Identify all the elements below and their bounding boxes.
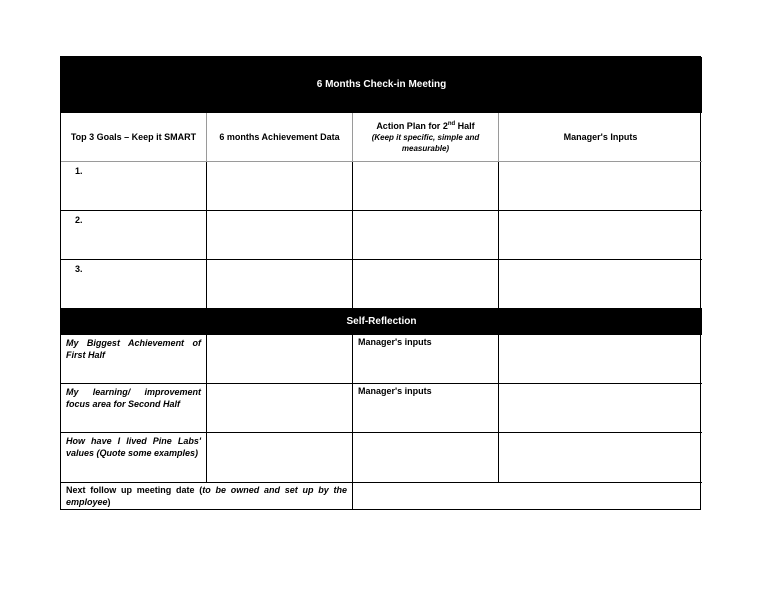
reflection-answer-cell[interactable] — [207, 384, 353, 433]
goal-manager-cell[interactable] — [499, 211, 702, 260]
goal-action-plan-cell[interactable] — [353, 211, 499, 260]
header-manager-inputs: Manager's Inputs — [499, 113, 702, 162]
goal-achievement-cell[interactable] — [207, 260, 353, 309]
goal-action-plan-cell[interactable] — [353, 260, 499, 309]
self-reflection-heading: Self-Reflection — [61, 309, 702, 335]
reflection-prompt: My Biggest Achievement of First Half — [61, 335, 207, 384]
goal-manager-cell[interactable] — [499, 162, 702, 211]
goal-action-plan-cell[interactable] — [353, 162, 499, 211]
header-achievement: 6 months Achievement Data — [207, 113, 353, 162]
reflection-answer-cell[interactable] — [207, 335, 353, 384]
table-title: 6 Months Check-in Meeting — [61, 57, 702, 113]
manager-inputs-cell[interactable] — [499, 433, 702, 483]
header-action-plan-note: (Keep it specific, simple and measurable) — [371, 133, 480, 153]
followup-date-cell[interactable] — [353, 483, 702, 510]
goal-manager-cell[interactable] — [499, 260, 702, 309]
manager-inputs-label: Manager's inputs — [353, 335, 499, 384]
followup-label: Next follow up meeting date (to be owned and set up by the employee) — [61, 483, 353, 510]
manager-inputs-cell[interactable] — [499, 335, 702, 384]
goal-number: 2. — [61, 211, 207, 260]
header-action-plan: Action Plan for 2nd Half (Keep it specific, simple and measurable) — [353, 113, 499, 162]
goal-achievement-cell[interactable] — [207, 211, 353, 260]
goal-number: 1. — [61, 162, 207, 211]
manager-inputs-label: Manager's inputs — [353, 384, 499, 433]
manager-inputs-label — [353, 433, 499, 483]
reflection-prompt: How have I lived Pine Labs' values (Quote some examples) — [61, 433, 207, 483]
check-in-table — [60, 56, 701, 510]
manager-inputs-cell[interactable] — [499, 384, 702, 433]
reflection-answer-cell[interactable] — [207, 433, 353, 483]
goal-number: 3. — [61, 260, 207, 309]
reflection-prompt: My learning/ improvement focus area for Second Half — [61, 384, 207, 433]
header-goals: Top 3 Goals – Keep it SMART — [61, 113, 207, 162]
goal-achievement-cell[interactable] — [207, 162, 353, 211]
